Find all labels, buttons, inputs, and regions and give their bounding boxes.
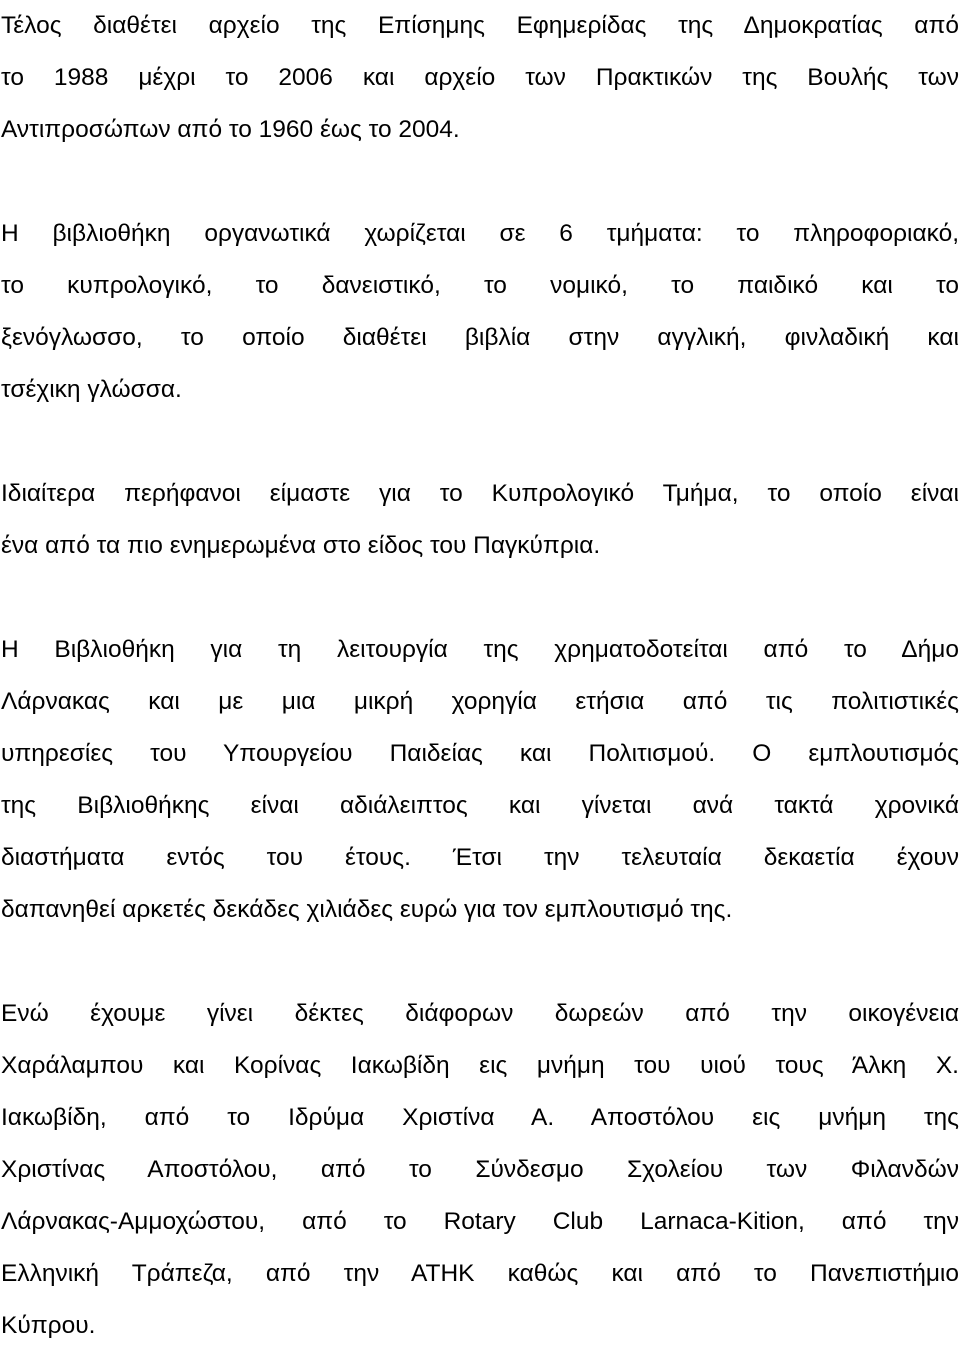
text-line: τσέχικη γλώσσα. — [1, 376, 182, 403]
text-line: το κυπρολογικό, το δανειστικό, το νομικό, το παιδικό και το — [1, 272, 959, 299]
paragraph-gap — [1, 416, 960, 468]
text-line: Κύπρου. — [1, 1312, 96, 1339]
text-line: Ελληνική Τράπεζα, από την ΑΤΗΚ καθώς και από το Πανεπιστήμιο — [1, 1260, 959, 1287]
text-line: Λάρνακας και με μια μικρή χορηγία ετήσια από τις πολιτιστικές — [1, 688, 959, 715]
text-line: το 1988 μέχρι το 2006 και αρχείο των Πρακτικών της Βουλής των — [1, 64, 959, 91]
paragraph-gap — [1, 936, 960, 988]
text-line: της Βιβλιοθήκης είναι αδιάλειπτος και γίνεται ανά τακτά χρονικά — [1, 792, 959, 819]
text-line: υπηρεσίες του Υπουργείου Παιδείας και Πολιτισμού. Ο εμπλουτισμός — [1, 740, 959, 767]
text-line: Ιακωβίδη, από το Ιδρύμα Χριστίνα Α. Αποστόλου εις μνήμη της — [1, 1104, 959, 1131]
text-line: Ενώ έχουμε γίνει δέκτες διάφορων δωρεών από την οικογένεια — [1, 1000, 959, 1027]
text-line: ξενόγλωσσο, το οποίο διαθέτει βιβλία στην αγγλική, φινλαδική και — [1, 324, 959, 351]
text-line: Χαράλαμπου και Κορίνας Ιακωβίδη εις μνήμη του υιού τους Άλκη Χ. — [1, 1052, 959, 1079]
text-line: Η βιβλιοθήκη οργανωτικά χωρίζεται σε 6 τμήματα: το πληροφοριακό, — [1, 220, 959, 247]
paragraph-gap — [1, 156, 960, 208]
text-line: Τέλος διαθέτει αρχείο της Επίσημης Εφημερίδας της Δημοκρατίας από — [1, 12, 959, 39]
text-line: Λάρνακας-Αμμοχώστου, από το Rotary Club Larnaca-Kition, από την — [1, 1208, 959, 1235]
text-line: Η Βιβλιοθήκη για τη λειτουργία της χρηματοδοτείται από το Δήμο — [1, 636, 959, 663]
paragraph-cyprological — [1, 468, 959, 572]
text-line: Χριστίνας Αποστόλου, από το Σύνδεσμο Σχολείου των Φιλανδών — [1, 1156, 959, 1183]
paragraph-gap — [1, 572, 960, 624]
text-line: διαστήματα εντός του έτους. Έτσι την τελευταία δεκαετία έχουν — [1, 844, 959, 871]
text-line: ένα από τα πιο ενημερωμένα στο είδος του Παγκύπρια. — [1, 532, 601, 559]
text-line: Αντιπροσώπων από το 1960 έως το 2004. — [1, 116, 460, 143]
paragraph-funding — [1, 624, 959, 936]
paragraph-archives — [1, 0, 959, 156]
text-line: Ιδιαίτερα περήφανοι είμαστε για το Κυπρολογικό Τμήμα, το οποίο είναι — [1, 480, 959, 507]
paragraph-donations — [1, 988, 959, 1352]
paragraph-departments — [1, 208, 959, 416]
text-line: δαπανηθεί αρκετές δεκάδες χιλιάδες ευρώ για τον εμπλουτισμό της. — [1, 896, 733, 923]
